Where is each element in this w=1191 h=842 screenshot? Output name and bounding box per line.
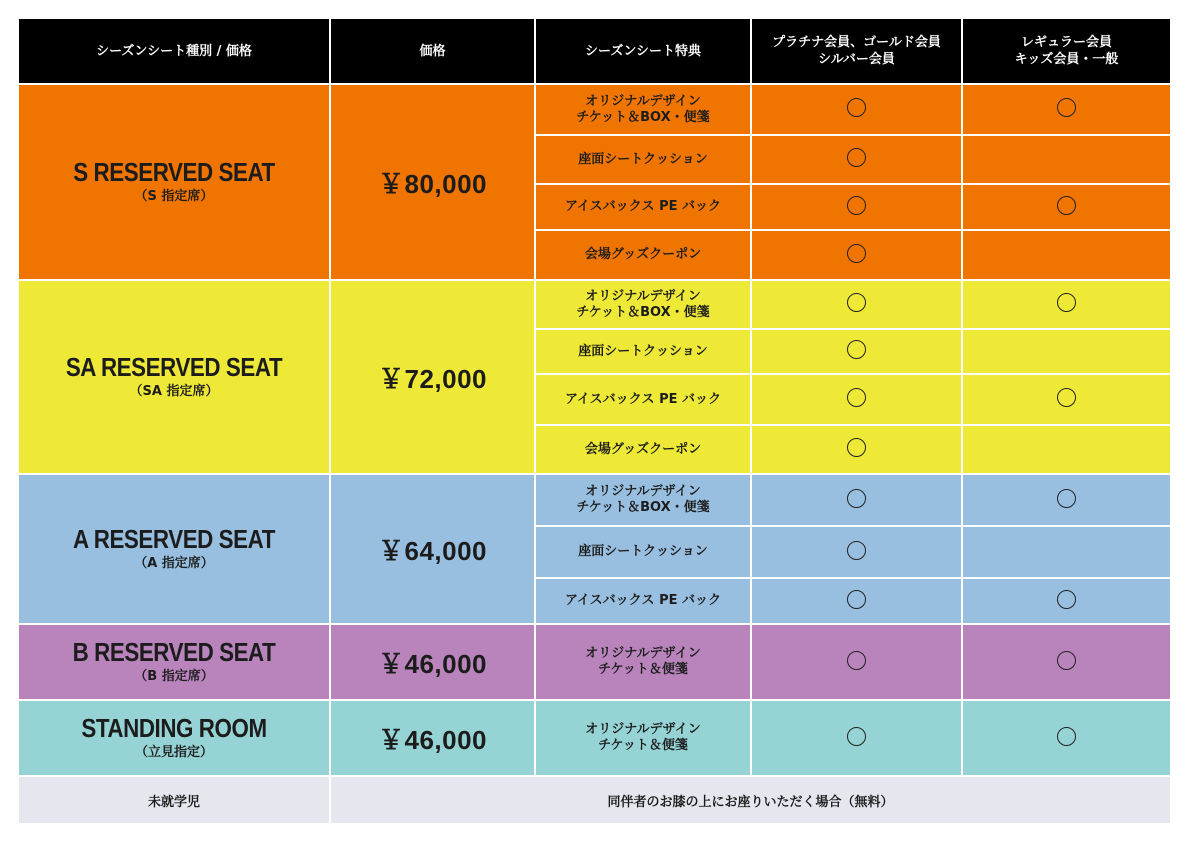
header-premium-members xyxy=(751,18,962,84)
benefit-cushion: 座面シートクッション xyxy=(535,526,751,578)
mark-cell xyxy=(962,374,1171,425)
table-row xyxy=(18,474,1171,526)
circle-mark-icon xyxy=(847,489,866,508)
price-standing: ￥46,000 xyxy=(330,700,535,776)
price-a: ￥64,000 xyxy=(330,474,535,624)
circle-mark-icon xyxy=(1057,727,1076,746)
seat-jp: （立見指定） xyxy=(134,745,213,760)
seat-name: SA RESERVED SEAT xyxy=(65,352,283,382)
benefit-coupon: 会場グッズクーポン xyxy=(535,230,751,280)
seat-b xyxy=(18,624,330,700)
price-s: ￥80,000 xyxy=(330,84,535,280)
mark-cell xyxy=(962,84,1171,135)
header-regular-members xyxy=(962,18,1171,84)
seat-name: A RESERVED SEAT xyxy=(73,524,275,554)
header-row xyxy=(18,18,1171,84)
circle-mark-icon xyxy=(1057,293,1076,312)
mark-cell xyxy=(751,474,962,526)
seat-jp: （B 指定席） xyxy=(134,669,214,684)
mark-cell xyxy=(751,374,962,425)
circle-mark-icon xyxy=(1057,489,1076,508)
mark-cell xyxy=(962,578,1171,624)
circle-mark-icon xyxy=(847,293,866,312)
mark-cell-empty xyxy=(962,526,1171,578)
header-price: 価格 xyxy=(330,18,535,84)
circle-mark-icon xyxy=(847,98,866,117)
mark-cell-empty xyxy=(962,329,1171,374)
benefit-ticket-box: オリジナルデザイン チケット＆BOX・便箋 xyxy=(535,474,751,526)
mark-cell-empty xyxy=(962,230,1171,280)
benefit-pack: アイスバックス PE バック xyxy=(535,578,751,624)
header-premium-line1: プラチナ会員、ゴールド会員 xyxy=(772,35,941,50)
seat-sa xyxy=(18,280,330,474)
circle-mark-icon xyxy=(847,148,866,167)
mark-cell xyxy=(962,700,1171,776)
mark-cell xyxy=(962,280,1171,329)
benefit-coupon: 会場グッズクーポン xyxy=(535,425,751,474)
mark-cell xyxy=(751,184,962,230)
seat-name: STANDING ROOM xyxy=(81,713,267,743)
seat-s xyxy=(18,84,330,280)
circle-mark-icon xyxy=(1057,196,1076,215)
seat-name: B RESERVED SEAT xyxy=(72,637,276,667)
circle-mark-icon xyxy=(847,590,866,609)
circle-mark-icon xyxy=(1057,651,1076,670)
mark-cell xyxy=(751,84,962,135)
mark-cell xyxy=(751,329,962,374)
seat-name: S RESERVED SEAT xyxy=(73,157,275,187)
mark-cell xyxy=(751,700,962,776)
table-row xyxy=(18,280,1171,329)
benefit-cushion: 座面シートクッション xyxy=(535,329,751,374)
circle-mark-icon xyxy=(847,388,866,407)
mark-cell xyxy=(751,526,962,578)
header-regular-line1: レギュラー会員 xyxy=(1020,35,1112,50)
circle-mark-icon xyxy=(847,651,866,670)
circle-mark-icon xyxy=(1057,388,1076,407)
mark-cell xyxy=(751,230,962,280)
circle-mark-icon xyxy=(847,541,866,560)
table-row xyxy=(18,84,1171,135)
circle-mark-icon xyxy=(847,727,866,746)
seat-jp: （SA 指定席） xyxy=(129,384,219,399)
circle-mark-icon xyxy=(847,196,866,215)
header-regular-line2: キッズ会員・一般 xyxy=(1014,52,1119,67)
price-b: ￥46,000 xyxy=(330,624,535,700)
table-row xyxy=(18,624,1171,700)
seat-jp: （A 指定席） xyxy=(134,556,214,571)
price-sa: ￥72,000 xyxy=(330,280,535,474)
benefit-pack: アイスバックス PE バック xyxy=(535,374,751,425)
benefit-ticket-box: オリジナルデザイン チケット＆BOX・便箋 xyxy=(535,84,751,135)
mark-cell-empty xyxy=(962,425,1171,474)
benefit-pack: アイスバックス PE バック xyxy=(535,184,751,230)
benefit-ticket-box: オリジナルデザイン チケット＆BOX・便箋 xyxy=(535,280,751,329)
circle-mark-icon xyxy=(1057,590,1076,609)
benefit-ticket: オリジナルデザイン チケット＆便箋 xyxy=(535,624,751,700)
circle-mark-icon xyxy=(847,340,866,359)
child-note: 同伴者のお膝の上にお座りいただく場合（無料） xyxy=(330,776,1171,824)
seat-standing xyxy=(18,700,330,776)
benefit-ticket: オリジナルデザイン チケット＆便箋 xyxy=(535,700,751,776)
benefit-cushion: 座面シートクッション xyxy=(535,135,751,184)
seat-jp: （S 指定席） xyxy=(134,189,214,204)
circle-mark-icon xyxy=(847,244,866,263)
header-benefit: シーズンシート特典 xyxy=(535,18,751,84)
seat-a xyxy=(18,474,330,624)
mark-cell-empty xyxy=(962,135,1171,184)
mark-cell xyxy=(751,624,962,700)
mark-cell xyxy=(962,624,1171,700)
mark-cell xyxy=(962,474,1171,526)
mark-cell xyxy=(751,135,962,184)
table-row xyxy=(18,700,1171,776)
child-label: 未就学児 xyxy=(18,776,330,824)
child-row xyxy=(18,776,1171,824)
header-premium-line2: シルバー会員 xyxy=(818,52,895,67)
mark-cell xyxy=(751,425,962,474)
circle-mark-icon xyxy=(1057,98,1076,117)
circle-mark-icon xyxy=(847,438,866,457)
mark-cell xyxy=(962,184,1171,230)
season-seat-table xyxy=(17,17,1172,825)
header-seat-type: シーズンシート種別 / 価格 xyxy=(18,18,330,84)
mark-cell xyxy=(751,280,962,329)
mark-cell xyxy=(751,578,962,624)
